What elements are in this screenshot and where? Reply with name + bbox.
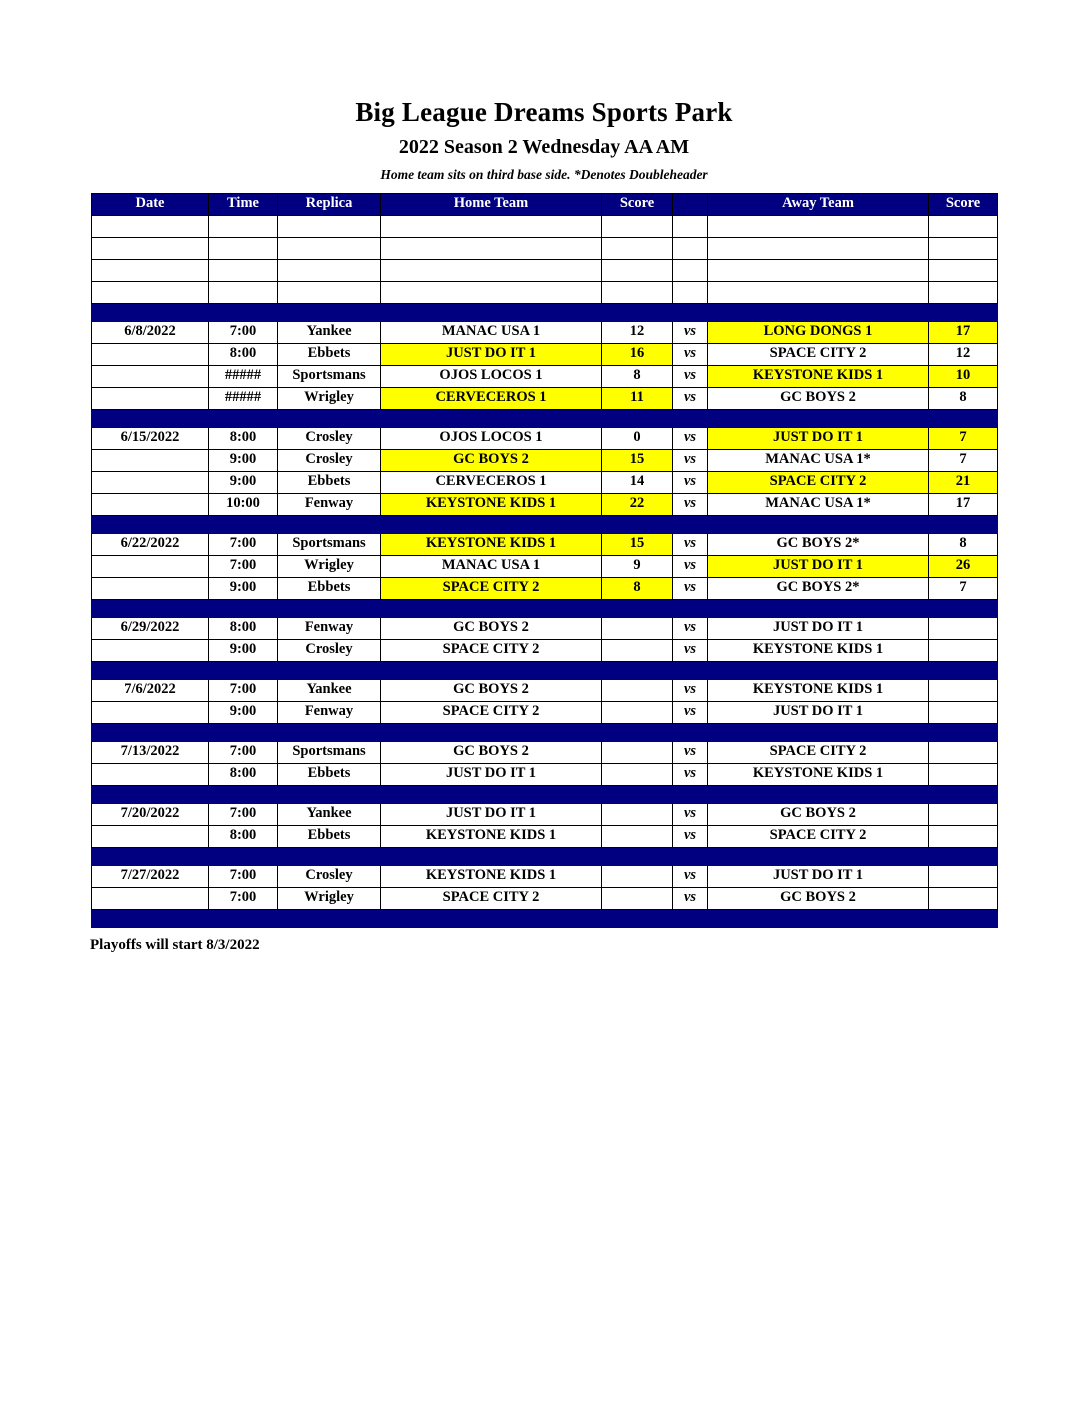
cell-date xyxy=(92,701,209,723)
cell-home-score: 0 xyxy=(602,427,673,449)
cell-away-team: MANAC USA 1* xyxy=(708,449,929,471)
cell-time: 8:00 xyxy=(209,825,278,847)
cell-date: 7/27/2022 xyxy=(92,865,209,887)
cell-vs: vs xyxy=(673,865,708,887)
cell-away-score xyxy=(929,701,998,723)
cell-away-team: SPACE CITY 2 xyxy=(708,343,929,365)
cell-home-team: GC BOYS 2 xyxy=(381,449,602,471)
column-header-away-team: Away Team xyxy=(708,193,929,215)
table-row xyxy=(92,321,998,343)
cell-home-score xyxy=(602,803,673,825)
cell-home-team: MANAC USA 1 xyxy=(381,555,602,577)
empty-row xyxy=(92,237,998,259)
table-row xyxy=(92,825,998,847)
cell-home-score: 8 xyxy=(602,365,673,387)
cell-date xyxy=(92,555,209,577)
cell-away-team: GC BOYS 2* xyxy=(708,533,929,555)
cell-home-team: JUST DO IT 1 xyxy=(381,803,602,825)
cell-date xyxy=(92,471,209,493)
cell-vs: vs xyxy=(673,555,708,577)
cell-replica: Ebbets xyxy=(278,471,381,493)
cell-away-score: 21 xyxy=(929,471,998,493)
cell-date xyxy=(92,343,209,365)
empty-cell xyxy=(708,237,929,259)
page-note: Home team sits on third base side. *Denotes Doubleheader xyxy=(380,166,708,182)
cell-date: 7/13/2022 xyxy=(92,741,209,763)
cell-home-team: KEYSTONE KIDS 1 xyxy=(381,493,602,515)
cell-home-team: SPACE CITY 2 xyxy=(381,577,602,599)
section-divider-row xyxy=(92,661,998,679)
cell-replica: Crosley xyxy=(278,427,381,449)
cell-vs: vs xyxy=(673,533,708,555)
table-row xyxy=(92,617,998,639)
column-header-vs xyxy=(673,193,708,215)
table-row xyxy=(92,577,998,599)
cell-away-team: KEYSTONE KIDS 1 xyxy=(708,365,929,387)
cell-time: 8:00 xyxy=(209,427,278,449)
cell-time: 8:00 xyxy=(209,617,278,639)
cell-date: 6/8/2022 xyxy=(92,321,209,343)
cell-away-score: 7 xyxy=(929,427,998,449)
cell-home-score: 22 xyxy=(602,493,673,515)
cell-home-team: OJOS LOCOS 1 xyxy=(381,427,602,449)
cell-replica: Wrigley xyxy=(278,555,381,577)
section-divider-cell xyxy=(92,599,998,617)
cell-home-team: KEYSTONE KIDS 1 xyxy=(381,865,602,887)
cell-vs: vs xyxy=(673,471,708,493)
cell-home-score: 15 xyxy=(602,533,673,555)
section-divider-row xyxy=(92,599,998,617)
empty-cell xyxy=(381,215,602,237)
section-divider-row xyxy=(92,785,998,803)
empty-cell xyxy=(673,259,708,281)
empty-cell xyxy=(381,281,602,303)
cell-home-team: MANAC USA 1 xyxy=(381,321,602,343)
empty-row xyxy=(92,215,998,237)
cell-away-team: KEYSTONE KIDS 1 xyxy=(708,763,929,785)
table-header-row xyxy=(92,193,998,215)
empty-cell xyxy=(929,281,998,303)
cell-away-score xyxy=(929,617,998,639)
cell-away-team: SPACE CITY 2 xyxy=(708,741,929,763)
table-row xyxy=(92,555,998,577)
cell-away-team: JUST DO IT 1 xyxy=(708,617,929,639)
cell-time: ##### xyxy=(209,365,278,387)
cell-time: 7:00 xyxy=(209,865,278,887)
cell-home-team: GC BOYS 2 xyxy=(381,741,602,763)
empty-cell xyxy=(673,215,708,237)
section-divider-cell xyxy=(92,661,998,679)
cell-home-team: JUST DO IT 1 xyxy=(381,763,602,785)
cell-date xyxy=(92,887,209,909)
cell-away-team: GC BOYS 2 xyxy=(708,887,929,909)
cell-home-score xyxy=(602,639,673,661)
cell-replica: Ebbets xyxy=(278,825,381,847)
cell-home-score: 8 xyxy=(602,577,673,599)
cell-time: 7:00 xyxy=(209,803,278,825)
empty-cell xyxy=(278,215,381,237)
empty-cell xyxy=(381,237,602,259)
section-divider-row xyxy=(92,847,998,865)
cell-away-score xyxy=(929,865,998,887)
table-row xyxy=(92,803,998,825)
section-divider-row xyxy=(92,515,998,533)
table-row xyxy=(92,471,998,493)
column-header-away-score: Score xyxy=(929,193,998,215)
column-header-replica: Replica xyxy=(278,193,381,215)
cell-time: 9:00 xyxy=(209,639,278,661)
cell-home-score: 11 xyxy=(602,387,673,409)
section-divider-cell xyxy=(92,847,998,865)
cell-away-team: MANAC USA 1* xyxy=(708,493,929,515)
cell-replica: Wrigley xyxy=(278,387,381,409)
cell-away-score: 17 xyxy=(929,493,998,515)
cell-away-team: LONG DONGS 1 xyxy=(708,321,929,343)
cell-away-team: GC BOYS 2 xyxy=(708,387,929,409)
table-row xyxy=(92,741,998,763)
cell-home-score: 15 xyxy=(602,449,673,471)
cell-home-score: 9 xyxy=(602,555,673,577)
cell-vs: vs xyxy=(673,427,708,449)
table-row xyxy=(92,639,998,661)
cell-time: 7:00 xyxy=(209,887,278,909)
cell-replica: Crosley xyxy=(278,639,381,661)
empty-row xyxy=(92,259,998,281)
empty-cell xyxy=(278,237,381,259)
cell-vs: vs xyxy=(673,803,708,825)
empty-cell xyxy=(92,237,209,259)
cell-away-score: 8 xyxy=(929,533,998,555)
section-divider-cell xyxy=(92,515,998,533)
cell-home-team: KEYSTONE KIDS 1 xyxy=(381,533,602,555)
empty-cell xyxy=(278,281,381,303)
cell-home-team: SPACE CITY 2 xyxy=(381,639,602,661)
cell-vs: vs xyxy=(673,343,708,365)
schedule-table xyxy=(91,193,998,928)
empty-cell xyxy=(92,281,209,303)
cell-date: 7/6/2022 xyxy=(92,679,209,701)
cell-replica: Sportsmans xyxy=(278,365,381,387)
cell-time: 7:00 xyxy=(209,679,278,701)
cell-home-score: 12 xyxy=(602,321,673,343)
cell-home-score xyxy=(602,679,673,701)
cell-home-score: 14 xyxy=(602,471,673,493)
cell-away-score xyxy=(929,887,998,909)
cell-date xyxy=(92,763,209,785)
cell-replica: Yankee xyxy=(278,803,381,825)
cell-away-team: JUST DO IT 1 xyxy=(708,555,929,577)
cell-away-team: KEYSTONE KIDS 1 xyxy=(708,679,929,701)
empty-cell xyxy=(708,281,929,303)
cell-date: 7/20/2022 xyxy=(92,803,209,825)
cell-vs: vs xyxy=(673,741,708,763)
empty-cell xyxy=(673,281,708,303)
cell-vs: vs xyxy=(673,639,708,661)
table-row xyxy=(92,679,998,701)
cell-replica: Sportsmans xyxy=(278,741,381,763)
cell-time: 10:00 xyxy=(209,493,278,515)
section-divider-cell xyxy=(92,723,998,741)
cell-away-team: JUST DO IT 1 xyxy=(708,701,929,723)
cell-away-score xyxy=(929,825,998,847)
cell-home-score xyxy=(602,617,673,639)
empty-cell xyxy=(708,215,929,237)
cell-vs: vs xyxy=(673,701,708,723)
schedule-table-body xyxy=(92,215,998,927)
cell-away-team: KEYSTONE KIDS 1 xyxy=(708,639,929,661)
cell-replica: Fenway xyxy=(278,701,381,723)
cell-replica: Ebbets xyxy=(278,577,381,599)
cell-away-score: 26 xyxy=(929,555,998,577)
cell-time: 7:00 xyxy=(209,741,278,763)
cell-away-team: GC BOYS 2* xyxy=(708,577,929,599)
cell-home-score xyxy=(602,763,673,785)
cell-away-score: 12 xyxy=(929,343,998,365)
table-row xyxy=(92,449,998,471)
table-row xyxy=(92,427,998,449)
cell-home-score xyxy=(602,865,673,887)
cell-away-score xyxy=(929,763,998,785)
column-header-date: Date xyxy=(92,193,209,215)
cell-replica: Crosley xyxy=(278,865,381,887)
section-divider-row xyxy=(92,303,998,321)
cell-time: 9:00 xyxy=(209,701,278,723)
cell-home-score xyxy=(602,825,673,847)
cell-vs: vs xyxy=(673,493,708,515)
cell-time: 8:00 xyxy=(209,763,278,785)
empty-cell xyxy=(602,259,673,281)
cell-replica: Sportsmans xyxy=(278,533,381,555)
cell-replica: Fenway xyxy=(278,617,381,639)
empty-cell xyxy=(708,259,929,281)
cell-away-score xyxy=(929,639,998,661)
empty-cell xyxy=(602,215,673,237)
cell-time: 9:00 xyxy=(209,577,278,599)
cell-away-team: SPACE CITY 2 xyxy=(708,825,929,847)
cell-replica: Fenway xyxy=(278,493,381,515)
cell-home-team: OJOS LOCOS 1 xyxy=(381,365,602,387)
section-divider-row xyxy=(92,723,998,741)
empty-cell xyxy=(602,237,673,259)
cell-vs: vs xyxy=(673,449,708,471)
table-row xyxy=(92,387,998,409)
empty-cell xyxy=(92,259,209,281)
cell-home-score xyxy=(602,887,673,909)
cell-date xyxy=(92,493,209,515)
table-row xyxy=(92,701,998,723)
cell-time: 8:00 xyxy=(209,343,278,365)
column-header-home-team: Home Team xyxy=(381,193,602,215)
cell-home-team: JUST DO IT 1 xyxy=(381,343,602,365)
cell-home-team: KEYSTONE KIDS 1 xyxy=(381,825,602,847)
cell-away-score xyxy=(929,741,998,763)
cell-away-score: 10 xyxy=(929,365,998,387)
empty-cell xyxy=(602,281,673,303)
cell-home-score: 16 xyxy=(602,343,673,365)
cell-home-team: CERVECEROS 1 xyxy=(381,471,602,493)
cell-date xyxy=(92,387,209,409)
cell-away-team: JUST DO IT 1 xyxy=(708,427,929,449)
section-divider-cell xyxy=(92,785,998,803)
cell-away-score xyxy=(929,679,998,701)
cell-home-team: SPACE CITY 2 xyxy=(381,887,602,909)
cell-date: 6/15/2022 xyxy=(92,427,209,449)
page-title: Big League Dreams Sports Park xyxy=(355,97,733,127)
empty-cell xyxy=(673,237,708,259)
cell-replica: Ebbets xyxy=(278,343,381,365)
table-row xyxy=(92,365,998,387)
table-row xyxy=(92,763,998,785)
cell-vs: vs xyxy=(673,321,708,343)
empty-cell xyxy=(209,215,278,237)
cell-vs: vs xyxy=(673,825,708,847)
cell-home-score xyxy=(602,741,673,763)
column-header-time: Time xyxy=(209,193,278,215)
cell-date: 6/29/2022 xyxy=(92,617,209,639)
section-divider-cell xyxy=(92,303,998,321)
table-row xyxy=(92,343,998,365)
table-row xyxy=(92,887,998,909)
table-row xyxy=(92,493,998,515)
cell-replica: Ebbets xyxy=(278,763,381,785)
cell-time: 9:00 xyxy=(209,449,278,471)
cell-away-team: GC BOYS 2 xyxy=(708,803,929,825)
cell-date xyxy=(92,825,209,847)
cell-home-team: CERVECEROS 1 xyxy=(381,387,602,409)
cell-replica: Crosley xyxy=(278,449,381,471)
cell-home-score xyxy=(602,701,673,723)
empty-cell xyxy=(209,237,278,259)
cell-date xyxy=(92,577,209,599)
empty-cell xyxy=(92,215,209,237)
cell-home-team: GC BOYS 2 xyxy=(381,679,602,701)
cell-replica: Yankee xyxy=(278,679,381,701)
empty-row xyxy=(92,281,998,303)
cell-away-score: 7 xyxy=(929,449,998,471)
cell-vs: vs xyxy=(673,387,708,409)
cell-vs: vs xyxy=(673,679,708,701)
cell-date xyxy=(92,365,209,387)
page-subtitle: 2022 Season 2 Wednesday AA AM xyxy=(398,135,690,158)
empty-cell xyxy=(209,259,278,281)
cell-away-score: 8 xyxy=(929,387,998,409)
cell-date xyxy=(92,449,209,471)
column-header-home-score: Score xyxy=(602,193,673,215)
empty-cell xyxy=(209,281,278,303)
section-divider-cell xyxy=(92,409,998,427)
empty-cell xyxy=(929,259,998,281)
cell-date xyxy=(92,639,209,661)
cell-time: ##### xyxy=(209,387,278,409)
cell-time: 7:00 xyxy=(209,533,278,555)
cell-away-team: SPACE CITY 2 xyxy=(708,471,929,493)
cell-vs: vs xyxy=(673,365,708,387)
cell-vs: vs xyxy=(673,577,708,599)
section-divider-row xyxy=(92,409,998,427)
cell-away-score: 17 xyxy=(929,321,998,343)
cell-away-score: 7 xyxy=(929,577,998,599)
cell-away-score xyxy=(929,803,998,825)
schedule-table-wrapper xyxy=(91,183,997,928)
cell-vs: vs xyxy=(673,617,708,639)
section-divider-row xyxy=(92,909,998,927)
cell-time: 7:00 xyxy=(209,555,278,577)
cell-vs: vs xyxy=(673,887,708,909)
cell-vs: vs xyxy=(673,763,708,785)
empty-cell xyxy=(929,215,998,237)
playoffs-note: Playoffs will start 8/3/2022 xyxy=(90,936,260,953)
empty-cell xyxy=(929,237,998,259)
table-row xyxy=(92,533,998,555)
empty-cell xyxy=(381,259,602,281)
cell-replica: Yankee xyxy=(278,321,381,343)
section-divider-cell xyxy=(92,909,998,927)
cell-date: 6/22/2022 xyxy=(92,533,209,555)
cell-replica: Wrigley xyxy=(278,887,381,909)
cell-away-team: JUST DO IT 1 xyxy=(708,865,929,887)
table-row xyxy=(92,865,998,887)
cell-home-team: SPACE CITY 2 xyxy=(381,701,602,723)
empty-cell xyxy=(278,259,381,281)
cell-time: 7:00 xyxy=(209,321,278,343)
cell-home-team: GC BOYS 2 xyxy=(381,617,602,639)
cell-time: 9:00 xyxy=(209,471,278,493)
